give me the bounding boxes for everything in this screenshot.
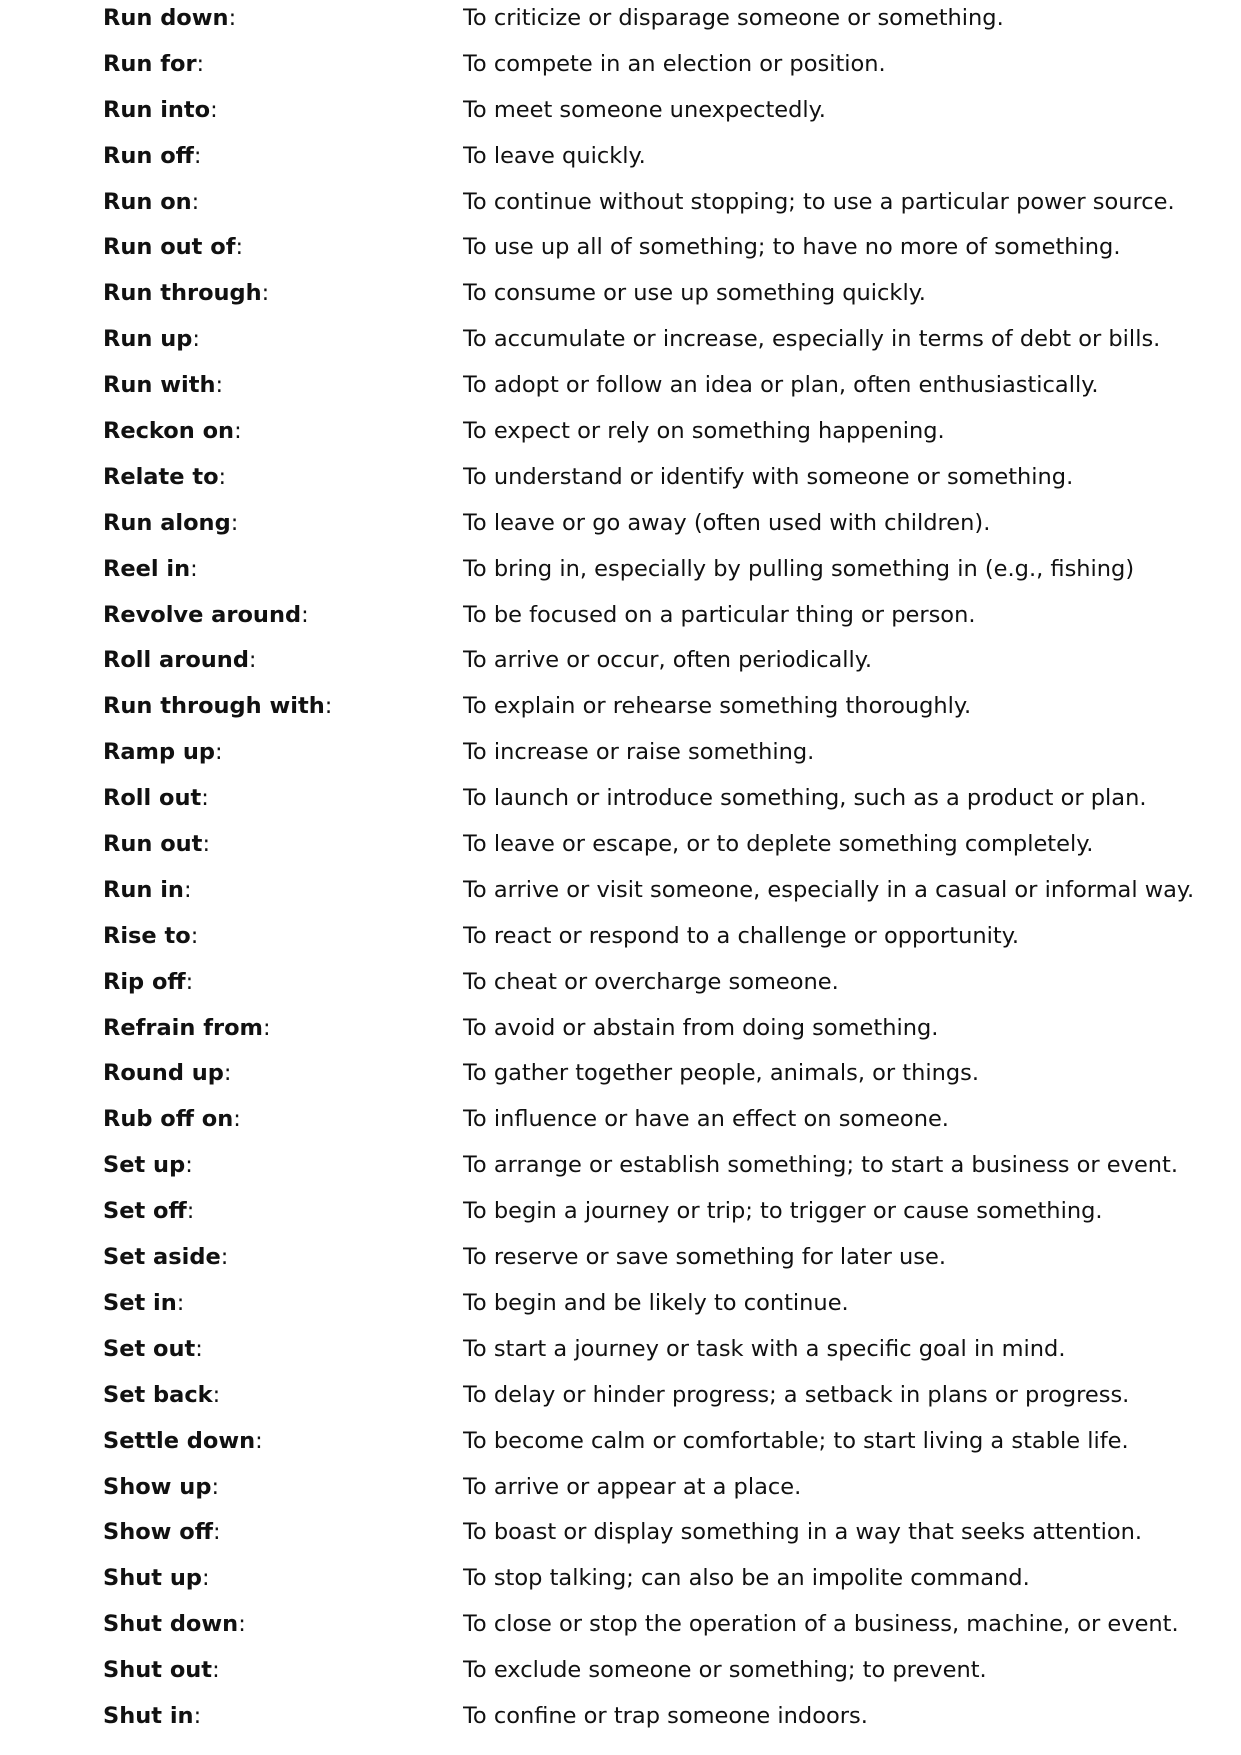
list-item <box>0 826 1241 872</box>
term <box>103 1423 263 1459</box>
list-item <box>0 734 1241 780</box>
term-word: Rip off <box>103 968 186 995</box>
term <box>103 1469 219 1505</box>
definition: To react or respond to a challenge or opportunity. <box>463 922 1019 949</box>
term-colon: : <box>191 188 200 215</box>
term-colon: : <box>193 142 202 169</box>
definition: To launch or introduce something, such as a product or plan. <box>463 785 1147 812</box>
term-colon: : <box>192 326 200 353</box>
term-colon: : <box>201 1565 210 1592</box>
term-word: Run off <box>103 142 194 169</box>
list-item <box>0 642 1241 688</box>
term-word: Refrain from <box>103 1014 264 1041</box>
list-item <box>0 597 1241 643</box>
definition: To criticize or disparage someone or something. <box>463 5 1004 31</box>
term-word: Set up <box>103 1152 186 1179</box>
list-item <box>0 964 1241 1010</box>
term-colon: : <box>193 1702 202 1729</box>
term-colon: : <box>190 555 198 582</box>
list-item <box>0 1010 1241 1056</box>
definition: To understand or identify with someone or something. <box>463 463 1074 490</box>
term-colon: : <box>190 922 199 949</box>
list-item <box>0 138 1241 184</box>
definition: To close or stop the operation of a business, machine, or event. <box>463 1611 1179 1638</box>
term-colon: : <box>201 785 209 812</box>
definition: To boast or display something in a way that seeks attention. <box>463 1519 1143 1546</box>
term <box>103 1055 231 1091</box>
term-colon: : <box>211 1473 220 1500</box>
term-colon: : <box>185 968 194 995</box>
list-item <box>0 1652 1241 1698</box>
term-word: Shut out <box>103 1657 213 1684</box>
term <box>103 597 309 633</box>
list-item <box>0 1698 1241 1744</box>
term <box>103 46 204 82</box>
term-colon: : <box>176 1289 185 1316</box>
term-word: Roll out <box>103 785 202 812</box>
list-item <box>0 413 1241 459</box>
term-colon: : <box>185 1152 193 1179</box>
definition: To begin and be likely to continue. <box>463 1289 849 1316</box>
term-colon: : <box>212 1381 221 1408</box>
list-item <box>0 1055 1241 1101</box>
definition: To leave or escape, or to deplete something completely. <box>463 831 1094 858</box>
definition: To influence or have an effect on someone. <box>463 1106 949 1133</box>
definition: To arrive or visit someone, especially in a casual or informal way. <box>463 876 1195 903</box>
term-word: Run into <box>103 96 211 123</box>
term-colon: : <box>195 1335 203 1362</box>
definition: To avoid or abstain from doing something. <box>463 1014 939 1041</box>
definition: To explain or rehearse something thoroughly. <box>463 693 972 720</box>
term-colon: : <box>301 601 309 628</box>
definition: To arrange or establish something; to start a business or event. <box>463 1152 1179 1179</box>
term <box>103 92 218 128</box>
list-item <box>0 229 1241 275</box>
term-colon: : <box>215 739 223 766</box>
term <box>103 413 242 449</box>
term-colon: : <box>202 831 211 858</box>
term-word: Run with <box>103 372 216 399</box>
term-colon: : <box>248 647 257 674</box>
term-colon: : <box>263 1014 271 1041</box>
definition: To begin a journey or trip; to trigger or cause something. <box>463 1198 1103 1225</box>
term-colon: : <box>212 1657 220 1684</box>
list-item <box>0 1101 1241 1147</box>
term-word: Set out <box>103 1335 196 1362</box>
list-item <box>0 780 1241 826</box>
definition: To be focused on a particular thing or person. <box>463 601 976 628</box>
term-colon: : <box>223 1060 232 1087</box>
term-word: Run on <box>103 188 192 215</box>
list-item <box>0 92 1241 138</box>
list-item <box>0 367 1241 413</box>
list-item <box>0 46 1241 92</box>
list-item <box>0 688 1241 734</box>
term <box>103 459 226 495</box>
list-item <box>0 275 1241 321</box>
term-word: Shut up <box>103 1565 202 1592</box>
list-item <box>0 184 1241 230</box>
list-item <box>0 551 1241 597</box>
term-word: Set aside <box>103 1244 221 1271</box>
list-item <box>0 1285 1241 1331</box>
term-colon: : <box>255 1427 263 1454</box>
term-word: Run along <box>103 509 231 536</box>
list-item <box>0 1331 1241 1377</box>
term-word: Shut down <box>103 1611 239 1638</box>
definition: To arrive or appear at a place. <box>463 1473 802 1500</box>
term-colon: : <box>234 418 242 445</box>
definition: To consume or use up something quickly. <box>463 280 926 307</box>
definition: To start a journey or task with a specific goal in mind. <box>463 1335 1066 1362</box>
list-item <box>0 459 1241 505</box>
term-colon: : <box>230 509 239 536</box>
term <box>103 780 209 816</box>
term-word: Run out <box>103 831 203 858</box>
definition: To accumulate or increase, especially in terms of debt or bills. <box>463 326 1161 353</box>
term-word: Shut in <box>103 1702 194 1729</box>
term <box>103 642 257 678</box>
list-item <box>0 1377 1241 1423</box>
term <box>103 1101 241 1137</box>
term-colon: : <box>228 5 237 31</box>
list-item <box>0 321 1241 367</box>
list-item <box>0 1514 1241 1560</box>
term <box>103 872 192 908</box>
definition: To become calm or comfortable; to start living a stable life. <box>463 1427 1129 1454</box>
list-item <box>0 1423 1241 1469</box>
definition: To delay or hinder progress; a setback in plans or progress. <box>463 1381 1130 1408</box>
term-word: Set back <box>103 1381 213 1408</box>
definition: To adopt or follow an idea or plan, often enthusiastically. <box>463 372 1099 399</box>
term <box>103 918 198 954</box>
term-word: Run in <box>103 876 184 903</box>
term-word: Run for <box>103 50 197 77</box>
list-item <box>0 1147 1241 1193</box>
term <box>103 826 210 862</box>
list-item <box>0 1239 1241 1285</box>
term <box>103 321 200 357</box>
term-colon: : <box>212 1519 221 1546</box>
term <box>103 229 243 265</box>
term <box>103 688 332 724</box>
definition: To increase or raise something. <box>463 739 815 766</box>
term-colon: : <box>218 463 227 490</box>
definition: To use up all of something; to have no more of something. <box>463 234 1121 261</box>
term-word: Show up <box>103 1473 212 1500</box>
term-colon: : <box>210 96 218 123</box>
term-colon: : <box>233 1106 241 1133</box>
definition: To stop talking; can also be an impolite command. <box>463 1565 1030 1592</box>
term-word: Relate to <box>103 463 219 490</box>
term-word: Settle down <box>103 1427 256 1454</box>
term-word: Rise to <box>103 922 191 949</box>
definition: To confine or trap someone indoors. <box>463 1702 868 1729</box>
term-word: Run up <box>103 326 193 353</box>
term-word: Rub off on <box>103 1106 234 1133</box>
term-word: Reel in <box>103 555 191 582</box>
term-word: Reckon on <box>103 418 235 445</box>
term-colon: : <box>220 1244 229 1271</box>
term <box>103 0 236 36</box>
term-colon: : <box>186 1198 195 1225</box>
term <box>103 964 193 1000</box>
term <box>103 1285 184 1321</box>
term <box>103 505 238 541</box>
term <box>103 1331 203 1367</box>
definition: To expect or rely on something happening. <box>463 418 945 445</box>
term <box>103 1698 201 1734</box>
term-word: Revolve around <box>103 601 302 628</box>
term-colon: : <box>235 234 244 261</box>
definition: To exclude someone or something; to prevent. <box>463 1657 987 1684</box>
definition: To reserve or save something for later use. <box>463 1244 947 1271</box>
list-item <box>0 1469 1241 1515</box>
term <box>103 734 223 770</box>
term-word: Run through with <box>103 693 325 720</box>
definition: To leave quickly. <box>463 142 646 169</box>
term-colon: : <box>183 876 192 903</box>
definition: To leave or go away (often used with children). <box>463 509 991 536</box>
term <box>103 1560 210 1596</box>
term-word: Ramp up <box>103 739 216 766</box>
term <box>103 1652 220 1688</box>
term <box>103 1010 271 1046</box>
term <box>103 1606 246 1642</box>
term-word: Show off <box>103 1519 213 1546</box>
term-word: Roll around <box>103 647 249 674</box>
term <box>103 184 199 220</box>
definition: To continue without stopping; to use a particular power source. <box>463 188 1175 215</box>
definition: To cheat or overcharge someone. <box>463 968 839 995</box>
term-colon: : <box>196 50 205 77</box>
list-item <box>0 1560 1241 1606</box>
list-item <box>0 918 1241 964</box>
term-colon: : <box>261 280 270 307</box>
definition: To gather together people, animals, or things. <box>463 1060 980 1087</box>
list-item <box>0 1193 1241 1239</box>
term <box>103 138 201 174</box>
term <box>103 1239 228 1275</box>
definition: To arrive or occur, often periodically. <box>463 647 872 674</box>
term-colon: : <box>238 1611 246 1638</box>
term <box>103 1514 221 1550</box>
list-item <box>0 1606 1241 1652</box>
term-word: Round up <box>103 1060 224 1087</box>
term <box>103 367 223 403</box>
term <box>103 1377 220 1413</box>
definition: To bring in, especially by pulling something in (e.g., fishing) <box>463 555 1135 582</box>
term-word: Set off <box>103 1198 187 1225</box>
term <box>103 275 269 311</box>
term <box>103 1193 194 1229</box>
list-item <box>0 505 1241 551</box>
definition: To meet someone unexpectedly. <box>463 96 826 123</box>
term <box>103 1147 193 1183</box>
term-word: Run down <box>103 5 229 31</box>
list-item <box>0 0 1241 46</box>
term-word: Set in <box>103 1289 177 1316</box>
term-colon: : <box>324 693 333 720</box>
term-colon: : <box>215 372 224 399</box>
term <box>103 551 198 587</box>
term-word: Run through <box>103 280 262 307</box>
term-word: Run out of <box>103 234 236 261</box>
list-item <box>0 872 1241 918</box>
definition: To compete in an election or position. <box>463 50 886 77</box>
